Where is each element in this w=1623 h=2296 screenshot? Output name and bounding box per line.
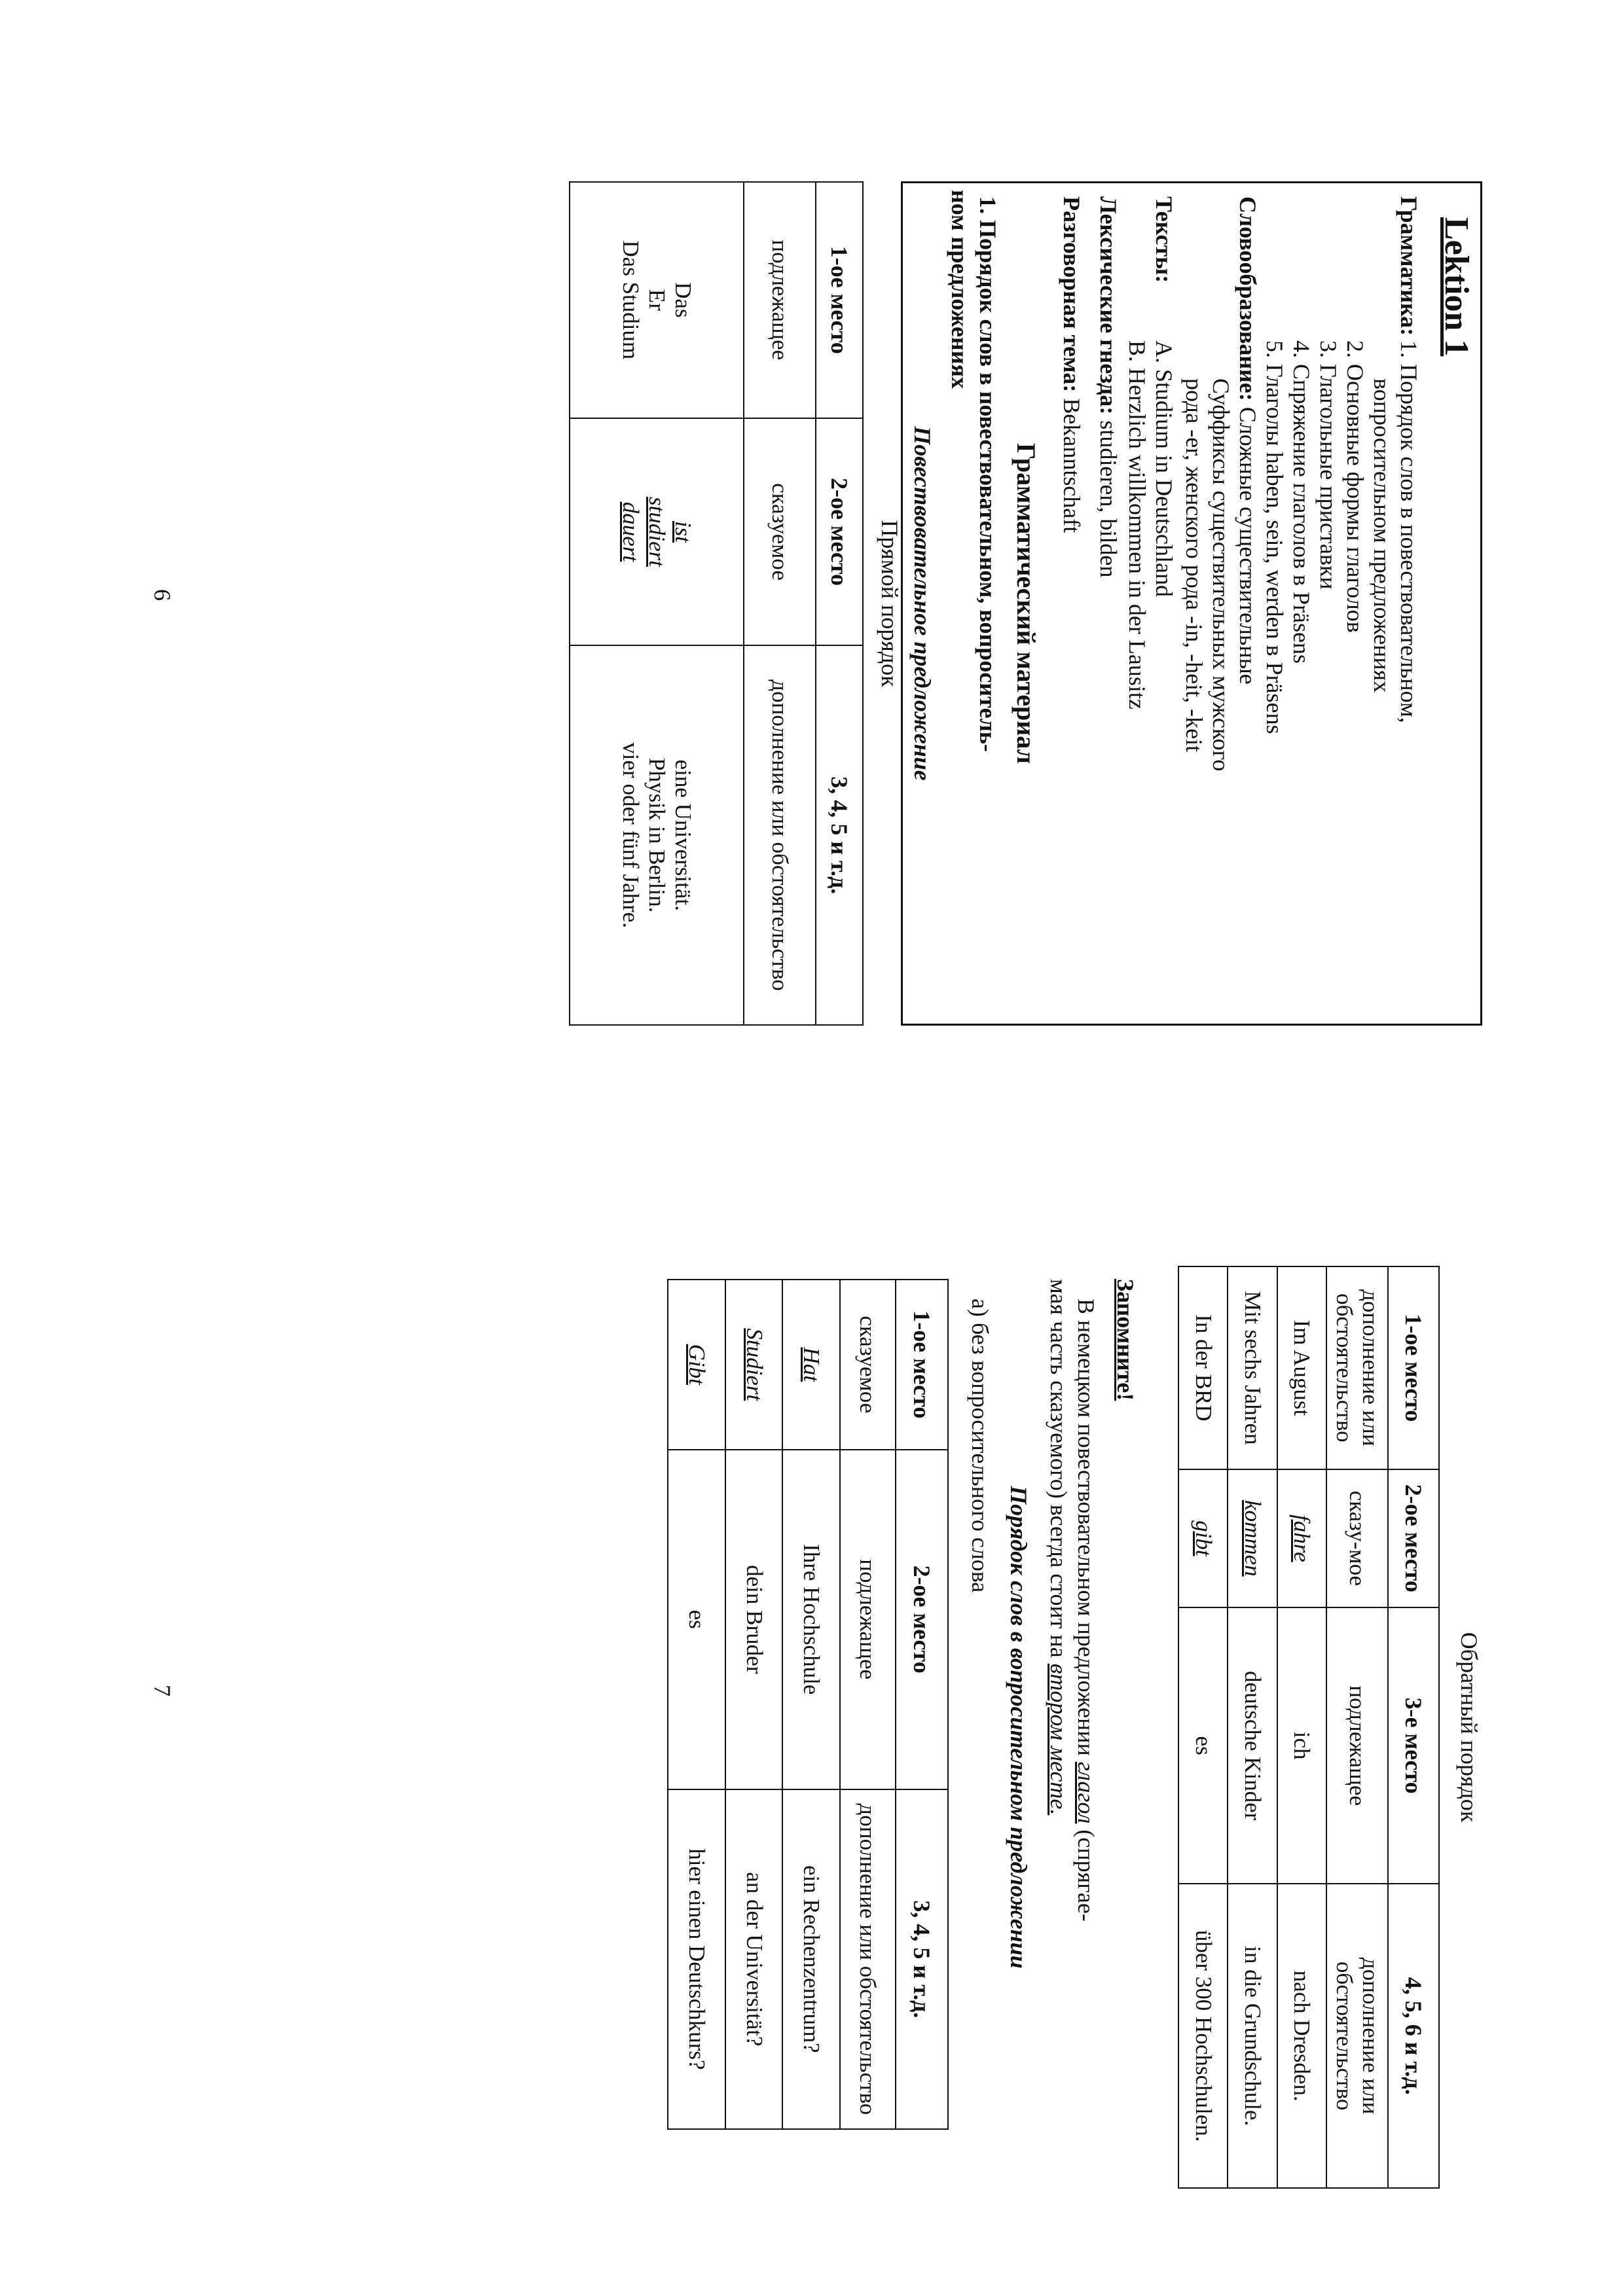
word-formation-row: Словообразование: Сложные существительные xyxy=(1235,196,1261,685)
inv-row-2-col-3: deutsche Kinder xyxy=(1228,1607,1277,1884)
section-title: Грамматический материал xyxy=(1012,442,1041,764)
inv-row-1-col-2: fahre xyxy=(1277,1469,1326,1607)
inv-row-1-col-1: Im August xyxy=(1277,1266,1326,1469)
header-2nd-place: 2-ое место xyxy=(816,418,863,646)
q-row-2-col-1: Studiert xyxy=(725,1280,783,1450)
subsection-title-line1: 1. Порядок слов в повествовательном, вопроситель- xyxy=(975,196,1001,752)
example-objects: eine Universität. Physik in Berlin. vier oder fünf Jahre. xyxy=(570,645,744,1025)
grammar-item-5: 5. Глаголы haben, sein, werden в Präsens xyxy=(1262,340,1288,734)
grammar-label: Грамматика: xyxy=(1396,196,1422,336)
page-7 xyxy=(0,1148,1623,2296)
direct-order-table xyxy=(569,181,864,1026)
page-number-7: 7 xyxy=(149,1685,175,1696)
question-heading: Порядок слов в вопросительном предложении xyxy=(1006,1486,1032,1969)
q-role-1: сказуемое xyxy=(840,1280,896,1450)
question-order-table xyxy=(667,1279,949,2130)
inv-row-2-col-4: in die Grundschule. xyxy=(1228,1884,1277,2188)
inv-header-4: 4, 5, 6 и т.д. xyxy=(1388,1884,1439,2188)
inv-role-2: сказу-мое xyxy=(1326,1469,1388,1607)
q-role-2: подлежащее xyxy=(840,1450,896,1789)
inv-header-3: 3-е место xyxy=(1388,1607,1439,1884)
grammar-item-1: 1. Порядок слов в повествовательном, xyxy=(1396,340,1422,723)
role-subject: подлежащее xyxy=(744,182,816,418)
text-b: B. Herzlich willkommen in der Lausitz xyxy=(1124,340,1150,709)
q-row-2-col-2: dein Bruder xyxy=(725,1450,783,1789)
q-row-3-col-3: hier einen Deutschkurs? xyxy=(668,1789,725,2129)
grammar-item-4: 4. Спряжение глаголов в Präsens xyxy=(1288,340,1315,664)
inv-role-3: подлежащее xyxy=(1326,1607,1388,1884)
page-number-6: 6 xyxy=(149,589,175,601)
q-row-1-col-1: Hat xyxy=(782,1280,840,1450)
q-row-3-col-1: Gibt xyxy=(668,1280,725,1450)
order-type-direct: Прямой порядок xyxy=(877,520,903,687)
grammar-item-1b: вопросительном предложениях xyxy=(1369,378,1395,693)
inv-row-3-col-1: In der BRD xyxy=(1178,1266,1228,1469)
q-header-2: 2-ое место xyxy=(896,1450,948,1789)
header-1st-place: 1-ое место xyxy=(816,182,863,418)
inv-row-3-col-3: es xyxy=(1178,1607,1228,1884)
word-formation-line-3: рода -er, женского рода -in, -heit, -keit xyxy=(1181,378,1207,753)
text-a: A. Studium in Deutschland xyxy=(1151,340,1177,597)
inv-role-4: дополнение или обстоятельство xyxy=(1326,1884,1388,2188)
lexical-row: Лексические гнезда: studieren, bilden xyxy=(1095,196,1122,578)
subheading-no-question-word: а) без вопросительного слова xyxy=(967,1299,993,1593)
q-row-3-col-2: es xyxy=(668,1450,725,1789)
sentence-type: Повествовательное предложение xyxy=(909,426,936,781)
inv-row-2-col-2: kommen xyxy=(1228,1469,1277,1607)
role-predicate: сказуемое xyxy=(744,418,816,646)
inv-row-2-col-1: Mit sechs Jahren xyxy=(1228,1266,1277,1469)
q-row-1-col-3: ein Rechenzentrum? xyxy=(782,1789,840,2129)
inv-role-1: дополнение или обстоятельство xyxy=(1326,1266,1388,1469)
example-verbs: ist studiert dauert xyxy=(570,418,744,646)
inverse-order-table xyxy=(1178,1266,1440,2189)
q-row-1-col-2: Ihre Hochschule xyxy=(782,1450,840,1789)
word-formation-line-2: Суффиксы существительных мужского xyxy=(1208,378,1234,772)
example-subjects: Das Er Das Studium xyxy=(570,182,744,418)
inv-row-3-col-4: über 300 Hochschulen. xyxy=(1178,1884,1228,2188)
inv-row-1-col-4: nach Dresden. xyxy=(1277,1884,1326,2188)
q-header-1: 1-ое место xyxy=(896,1280,948,1450)
q-row-2-col-3: an der Universität? xyxy=(725,1789,783,2129)
lesson-title: Lektion 1 xyxy=(1438,217,1475,357)
role-object: дополнение или обстоятельство xyxy=(744,645,816,1025)
remember-label: Запомните! xyxy=(1112,1279,1139,1401)
topic-row: Разговорная тема: Bekanntschaft xyxy=(1059,196,1085,533)
remember-line-2: мая часть сказуемого) всегда стоит на втором месте. xyxy=(1046,1279,1072,1816)
order-type-inverse: Обратный порядок xyxy=(1456,1632,1482,1823)
texts-label: Тексты: xyxy=(1151,196,1177,283)
inv-row-1-col-3: ich xyxy=(1277,1607,1326,1884)
inv-header-2: 2-ое место xyxy=(1388,1469,1439,1607)
subsection-title-line2: ном предложениях xyxy=(947,190,973,389)
inv-header-1: 1-ое место xyxy=(1388,1266,1439,1469)
q-header-3: 3, 4, 5 и т.д. xyxy=(896,1789,948,2129)
remember-line-1: В немецком повествовательном предложении глагол (спрягае- xyxy=(1073,1299,1099,1922)
header-rest-places: 3, 4, 5 и т.д. xyxy=(816,645,863,1025)
q-role-3: дополнение или обстоятельство xyxy=(840,1789,896,2129)
grammar-item-3: 3. Глагольные приставки xyxy=(1315,340,1341,590)
grammar-item-2: 2. Основные формы глаголов xyxy=(1342,340,1368,633)
inv-row-3-col-2: gibt xyxy=(1178,1469,1228,1607)
